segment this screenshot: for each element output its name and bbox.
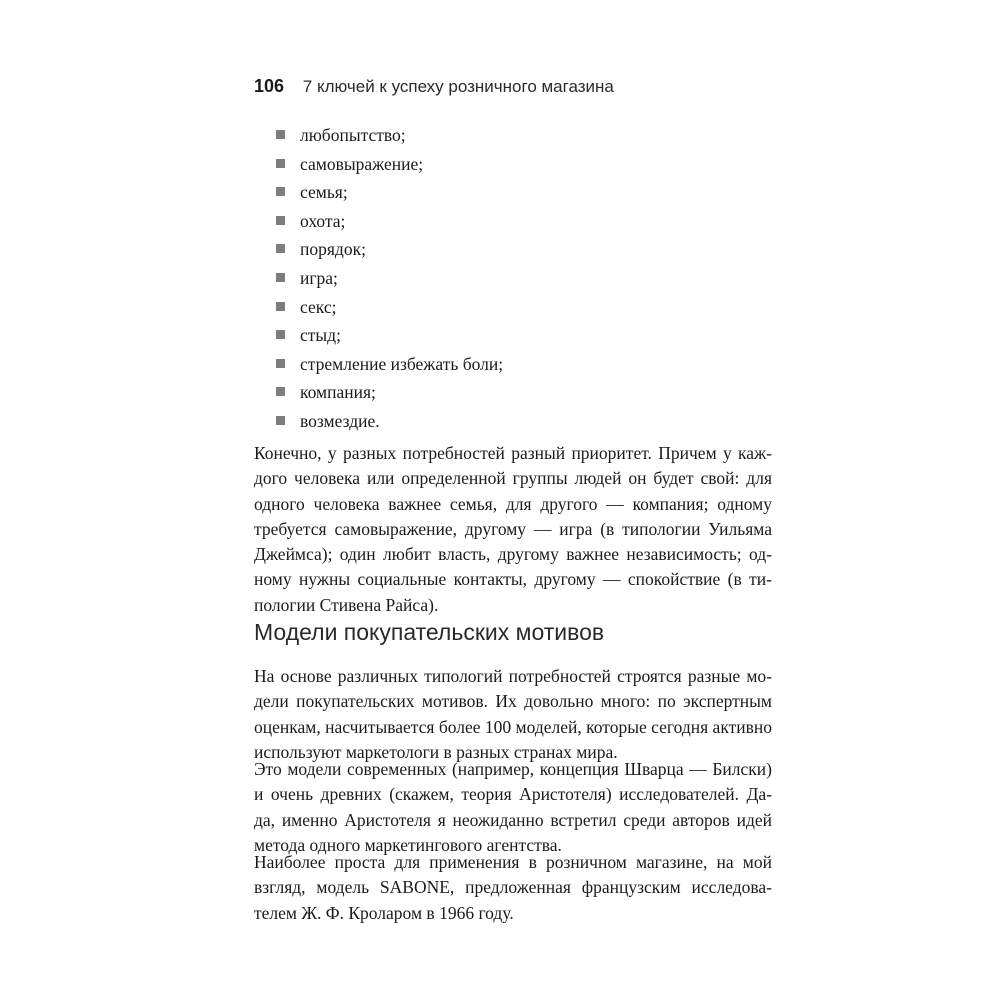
- text-line: Джеймса); один любит власть, другому важнее независимость; од-: [254, 544, 772, 565]
- text-line: Это модели современных (например, концепция Шварца — Билски): [254, 759, 772, 779]
- text-line: ному нужны социальные контакты, другому — спокойствие (в ти-: [254, 569, 772, 590]
- text-line: пологии Стивена Райса).: [254, 594, 439, 615]
- text-line: оценкам, насчитывается более 100 моделей, которые сегодня активно: [254, 716, 772, 737]
- bullet-square-icon: [276, 244, 285, 253]
- list-item-text: любопытство;: [300, 125, 406, 145]
- text-line: да, именно Аристотеля я неожиданно встретил среди авторов идей: [254, 809, 772, 830]
- bullet-square-icon: [276, 330, 285, 339]
- paragraph-priorities: [254, 441, 772, 618]
- page-number: 106: [254, 76, 285, 96]
- bullet-square-icon: [276, 359, 285, 368]
- bullet-square-icon: [276, 273, 285, 282]
- paragraph-typologies: [254, 664, 772, 765]
- list-item-text: компания;: [300, 382, 376, 403]
- paragraph-models: [254, 757, 772, 858]
- list-item-text: порядок;: [300, 239, 366, 260]
- bullet-square-icon: [276, 302, 285, 311]
- list-item-text: возмездие.: [300, 410, 380, 431]
- text-line: дого человека или определенной группы людей он будет свой: для: [254, 468, 772, 489]
- section-heading: Модели покупательских мотивов: [254, 619, 605, 645]
- bullet-square-icon: [276, 187, 285, 196]
- text-line: Наиболее проста для применения в розничном магазине, на мой: [254, 852, 772, 872]
- list-item-text: охота;: [300, 210, 346, 231]
- text-line: Конечно, у разных потребностей разный приоритет. Причем у каж-: [254, 443, 772, 463]
- text-line: метода одного маркетингового агентства.: [254, 834, 562, 855]
- list-item-text: семья;: [300, 182, 348, 203]
- text-line: телем Ж. Ф. Кроларом в 1966 году.: [254, 902, 514, 923]
- bullet-square-icon: [276, 387, 285, 396]
- running-head: [254, 76, 614, 97]
- list-item-text: стыд;: [300, 325, 341, 346]
- bullet-square-icon: [276, 130, 285, 139]
- list-item-text: самовыражение;: [300, 153, 424, 174]
- text-line: На основе различных типологий потребностей строятся разные мо-: [254, 666, 772, 686]
- text-line: и очень древних (скажем, теория Аристотеля) исследователей. Да-: [254, 784, 772, 805]
- book-title: 7 ключей к успеху розничного магазина: [302, 77, 614, 96]
- text-line: одного человека важнее семья, для другого — компания; одному: [254, 493, 772, 514]
- text-line: взгляд, модель SABONE, предложенная французским исследова-: [254, 877, 772, 898]
- bullet-square-icon: [276, 416, 285, 425]
- list-item-text: игра;: [300, 267, 338, 288]
- list-item-text: секс;: [300, 296, 337, 317]
- list-item-text: стремление избежать боли;: [300, 353, 504, 374]
- bullet-square-icon: [276, 159, 285, 168]
- text-line: дели покупательских мотивов. Их довольно много: по экспертным: [254, 691, 772, 712]
- text-line: используют маркетологи в разных странах мира.: [254, 741, 618, 762]
- text-line: требуется самовыражение, другому — игра (в типологии Уильяма: [254, 518, 772, 539]
- paragraph-sabone: [254, 850, 772, 926]
- bullet-square-icon: [276, 216, 285, 225]
